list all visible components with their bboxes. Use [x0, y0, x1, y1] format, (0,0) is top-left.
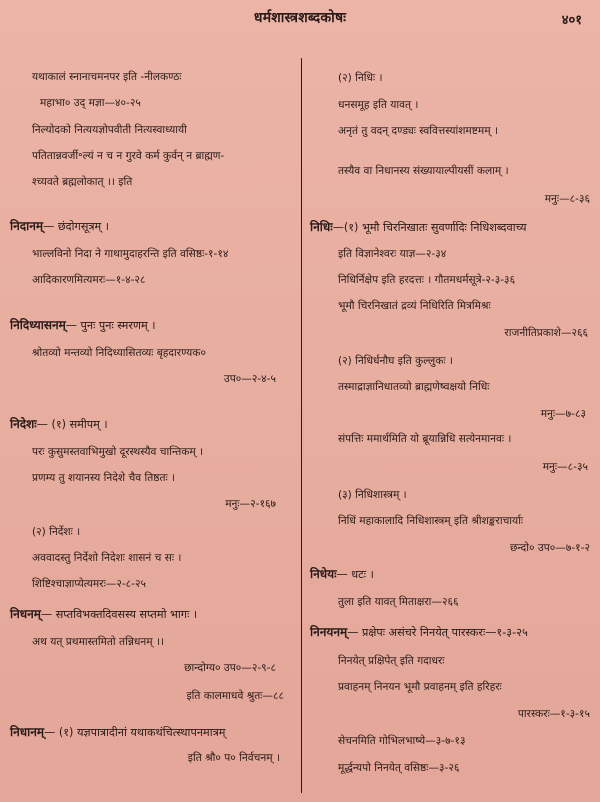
entry-heading	[10, 319, 155, 332]
entry-line: प्रणम्य तु शयानस्य निदेशे चैव तिष्ठतः ।	[32, 472, 176, 484]
page-number: ४०१	[561, 13, 582, 28]
entry-line: भाल्लविनो निदा ने गाथामुदाहरन्ति इति वसिष्ठः-१-१४	[32, 248, 229, 260]
citation: उप०—२-४-५	[223, 373, 276, 385]
headword: निदिध्यासनम्‌	[10, 318, 66, 332]
citation: राजनीतिप्रकाशे—२६६	[504, 327, 588, 339]
entry-gloss: — पुनः पुनः स्मरणम्‌ ।	[65, 319, 156, 332]
entry-line: संपत्तिः ममार्थमिति यो ब्रूयान्निधि सत्येनमानवः ।	[338, 433, 512, 445]
entry-line: (३) निधिशास्त्रम्‌ ।	[338, 489, 407, 501]
entry-line: तुला इति यावत्‌ मिताक्षरा—२६६	[338, 596, 459, 608]
entry-heading	[310, 221, 527, 234]
entry-line: परः कुसुमस्तवाभिमुखो दूरस्थस्यैव चान्तिकम्‌ ।	[32, 446, 204, 458]
entry-line: अनृतं तु वदन्‌ दण्ड्यः स्ववित्तस्यांशमष्टमम्‌ ।	[338, 125, 498, 137]
headword: निनयनम्‌	[310, 625, 348, 639]
entry-line: निल्योदको नित्ययज्ञोपवीती नित्यस्वाध्यायी	[32, 124, 187, 136]
citation: मनुः—८-३५	[542, 461, 588, 473]
entry-line: आदिकारणमित्यमरः—१-४-२८	[32, 274, 146, 286]
entry-gloss: — (१) यज्ञपात्रादीनां यथाकथंचित्स्थापनमात्रम्‌	[44, 726, 226, 739]
entry-gloss: — धटः ।	[336, 568, 374, 581]
entry-line: (२) निधिः ।	[338, 72, 383, 84]
entry-gloss: — सप्तविभक्तदिवसस्य सप्तमो भागः ।	[40, 608, 198, 621]
entry-line: निधिं महाकालादि निधिशास्त्रम्‌ इति श्रीशङ्कराचार्याः	[338, 515, 524, 527]
entry-line: मूर्द्धन्यपो निनयेत्‌ वसिष्ठः—३-२६	[338, 762, 460, 774]
entry-line: श्च्यवते ब्रह्मलोकात्‌ ।। इति	[32, 176, 133, 188]
entry-line: पतितान्नवर्जी॰ल्यं न च न गुरवे कर्म कुर्वन्‌ न ब्राह्मण-	[32, 150, 225, 162]
entry-line: (२) निर्देशः ।	[32, 526, 81, 538]
entry-line: तस्यैव वा निधानस्य संख्यायाल्पीयसीं कलाम्‌ ।	[338, 165, 509, 177]
entry-line: तस्माद्राज्ञानिधातव्यो ब्राह्मणेष्वक्षयो निधिः	[338, 381, 490, 393]
entry-line: भूमौ चिरनिखातं द्रव्यं निधिरिति मित्रमिश्रः	[338, 300, 491, 312]
headword: निदानम्‌	[10, 219, 44, 233]
entry-line: अथ यत् प्रथमास्तमितो तन्निधनम्‌ ।।	[32, 636, 164, 648]
entry-heading	[310, 626, 528, 639]
entry-line: सेचनमिति गोभिलभाष्ये—३-७-१३	[338, 735, 466, 747]
entry-line: (२) निधिर्धनौघ इति कुल्लुकः ।	[338, 355, 453, 367]
citation: मनुः—७-८३	[540, 408, 586, 420]
entry-line: निधिर्निक्षेप इति हरदत्तः । गौतमधर्मसूत्रे-२-३-३६	[338, 274, 516, 286]
entry-line: अववादस्तु निर्देशो निदेशः शासनं च सः ।	[32, 552, 182, 564]
entry-heading	[10, 608, 197, 621]
citation: इति श्रौ० प० निर्वचनम्‌ ।	[187, 752, 280, 764]
entry-gloss: — (१) समीपम्‌ ।	[36, 418, 108, 431]
entry-heading	[10, 220, 109, 233]
citation: इति कालमाधवे श्रुतः—८८	[186, 690, 284, 702]
entry-line: धनसमूह इति यावत्‌ ।	[338, 99, 419, 111]
headword: निधेयः	[310, 567, 337, 581]
entry-gloss: —(१) भूमौ चिरनिखातः सुवर्णादिः निधिशब्दवाच्य	[332, 221, 527, 234]
entry-line: प्रवाहनम्‌ निनयन भूमौ प्रवाहनम्‌ इति हरिहरः	[338, 681, 502, 693]
page-title: धर्मशास्त्रशब्दकोषः	[253, 10, 347, 26]
entry-line: इति विज्ञानेश्वरः याज्ञ—२-३४	[338, 248, 447, 260]
entry-heading	[310, 568, 374, 581]
headword: निधिः	[310, 220, 333, 234]
column-divider	[301, 58, 302, 793]
headword: निदेशः	[10, 417, 37, 431]
entry-gloss: — छंदोगसूत्रम्‌ ।	[43, 220, 110, 233]
citation: पारस्करः—१-३-१५	[517, 708, 590, 720]
headword: निधनम्‌	[10, 607, 41, 621]
entry-line: निनयेत्‌ प्रक्षिपेत्‌ इति गदाधरः	[338, 655, 445, 667]
entry-line: यथाकालं स्नानाचमनपर इति -नीलकण्ठः	[32, 71, 182, 83]
headword: निधानम्‌	[10, 725, 45, 739]
citation: छन्दो० उप०—७-१-२	[509, 542, 590, 554]
entry-line: श्रोतव्यो मन्तव्यो निदिध्यासितव्यः बृहदारण्यक०	[32, 347, 206, 359]
entry-heading	[10, 418, 108, 431]
entry-line: शिष्टिश्चाज्ञाप्येत्यमरः—२-८-२५	[32, 578, 147, 590]
entry-heading	[10, 726, 225, 739]
entry-line: महाभा० उद्‌ मज्ञा—४०-२५	[40, 97, 141, 109]
entry-gloss: — प्रक्षेपः असंचरे निनयेत् पारस्करः—१-३-२५	[347, 626, 528, 639]
citation: मनुः—२-१६७	[225, 498, 276, 510]
citation: मनुः—८-३६	[544, 193, 590, 205]
citation: छान्दोग्य० उप०—२-९-८	[184, 662, 276, 674]
